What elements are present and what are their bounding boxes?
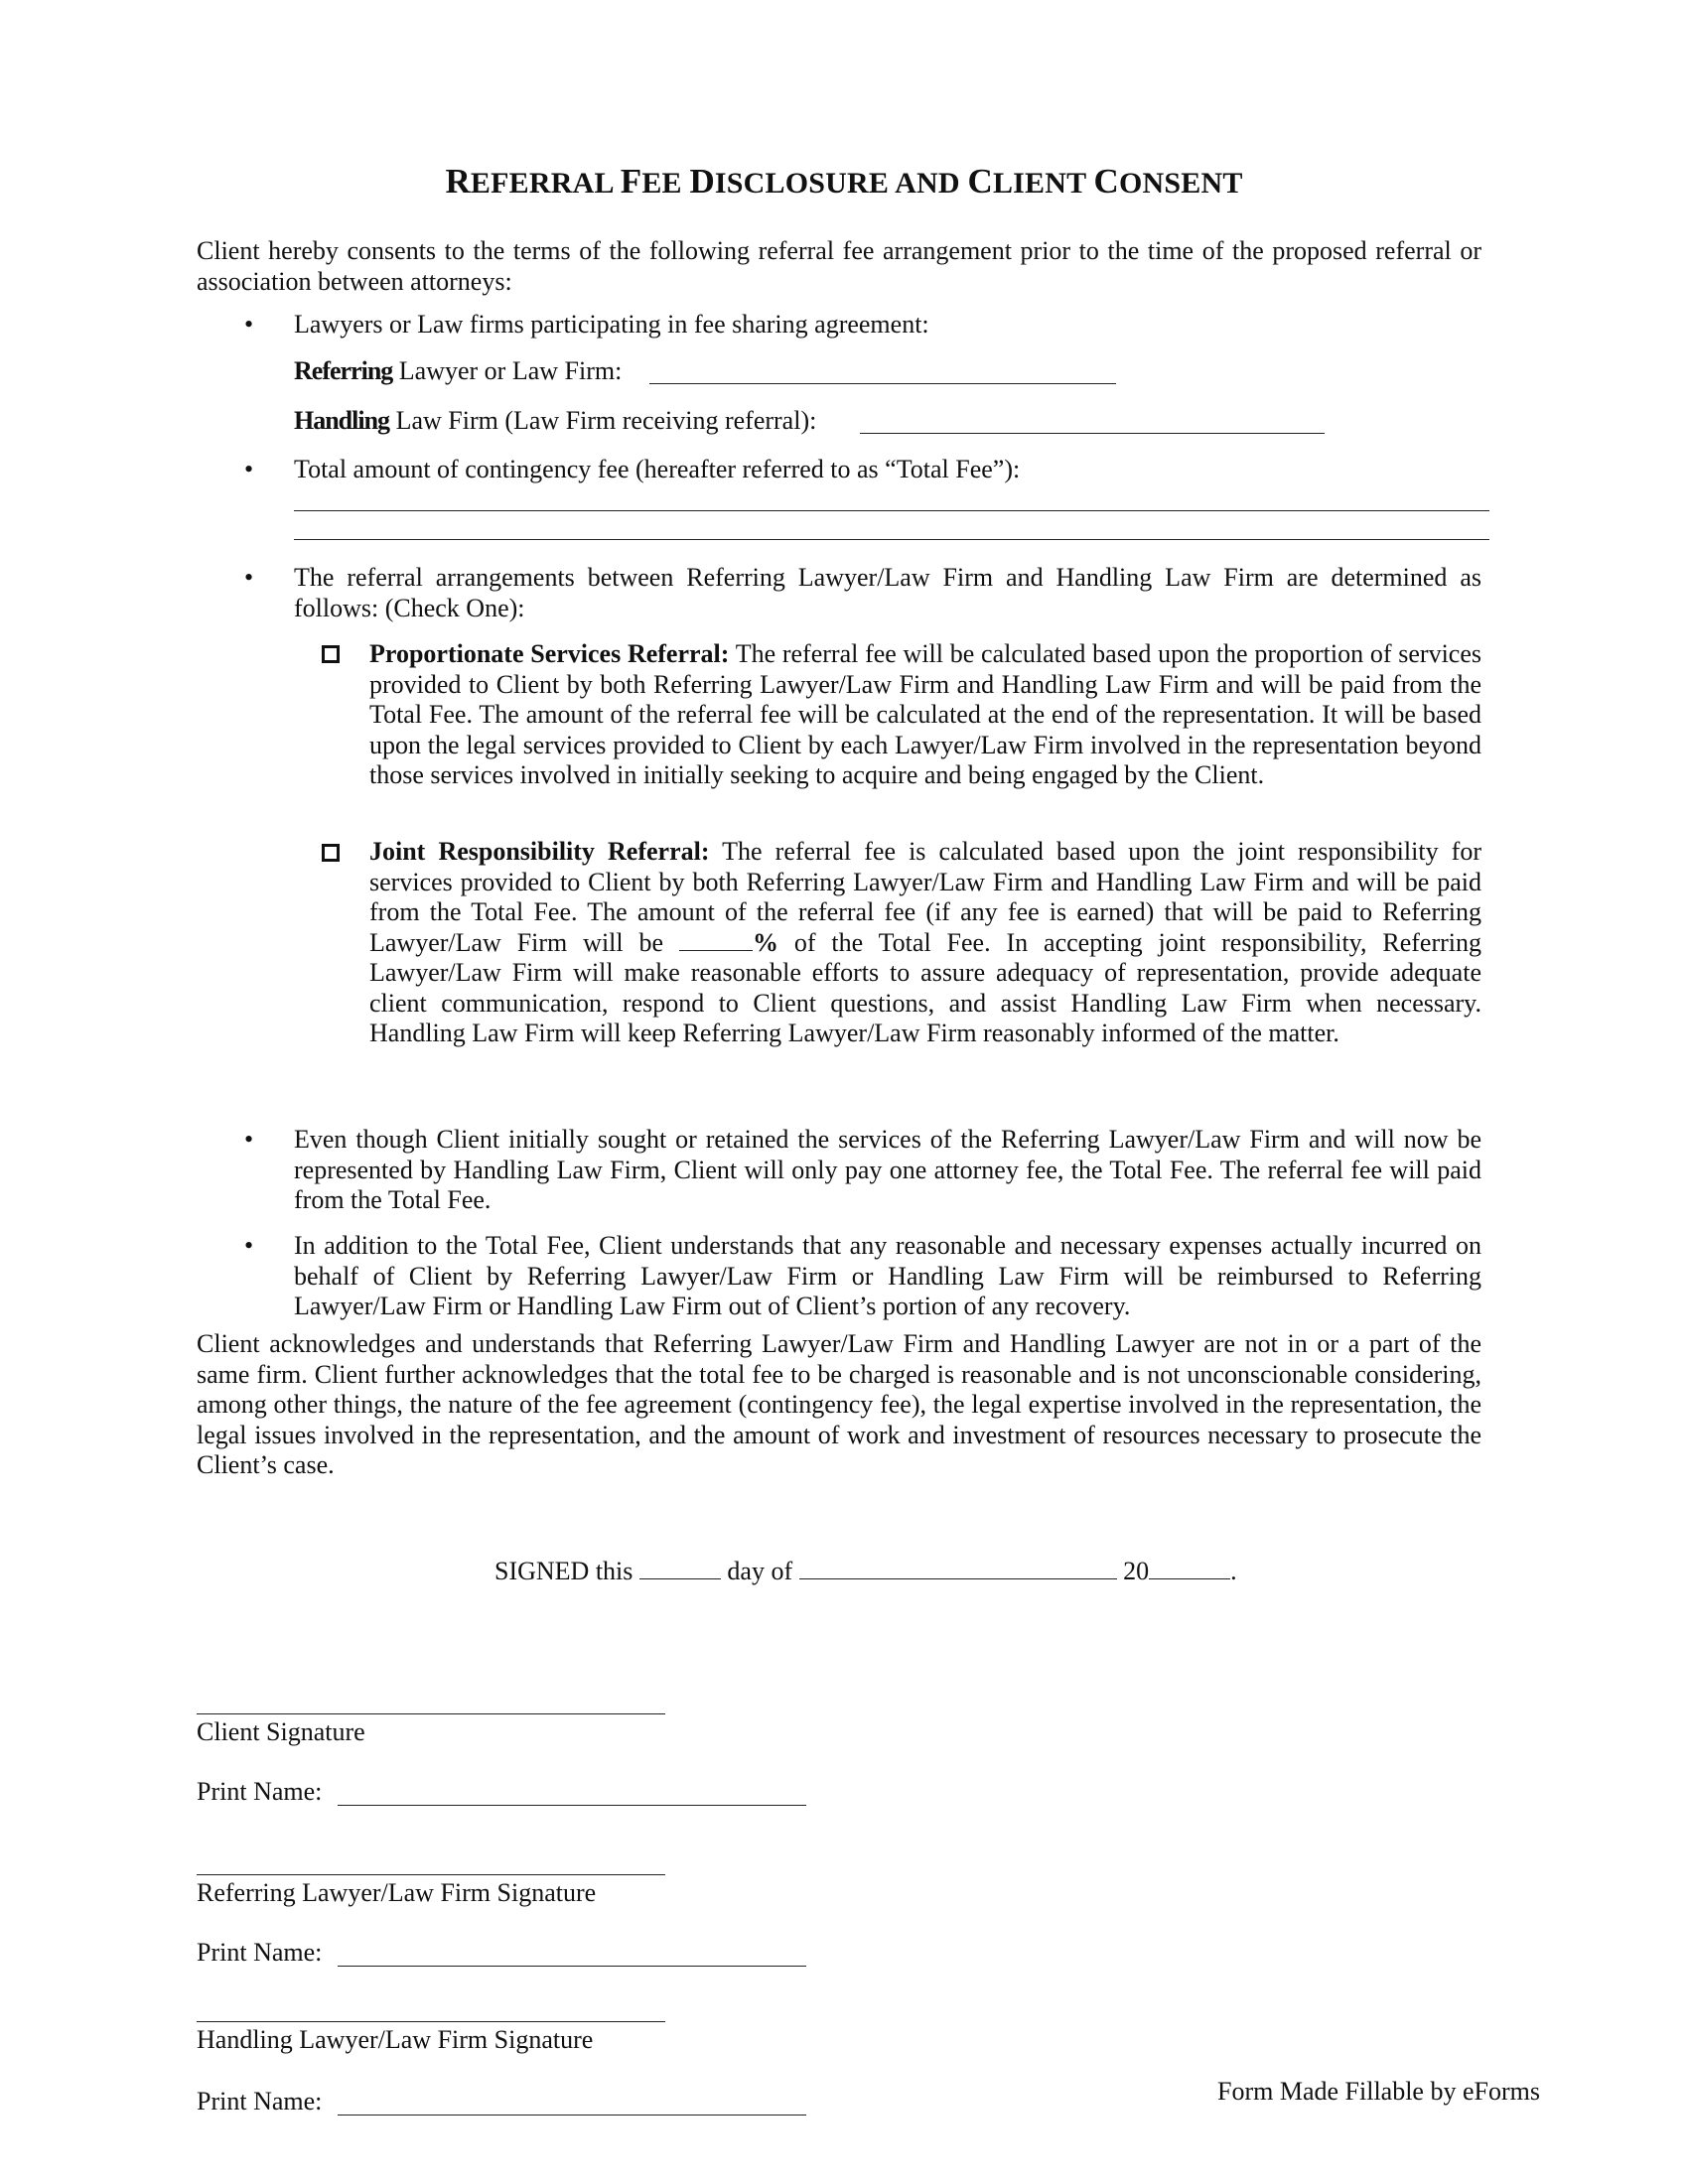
proportionate-referral-checkbox[interactable] — [322, 645, 340, 663]
handling-print-name-label: Print Name: — [197, 2087, 323, 2116]
client-print-name-field[interactable] — [338, 1805, 806, 1806]
total-fee-field-line-2[interactable] — [294, 539, 1489, 540]
bullet-dot: • — [244, 563, 254, 592]
joint-responsibility-checkbox[interactable] — [322, 844, 340, 862]
total-fee-field-line-1[interactable] — [294, 510, 1489, 511]
bullet-dot: • — [244, 455, 254, 483]
signed-month-field[interactable] — [799, 1557, 1117, 1579]
handling-print-name-field[interactable] — [338, 2115, 806, 2116]
one-fee-paragraph: Even though Client initially sought or retained the services of the Referring Lawyer/Law Firm and will now be represented by Handling Law Firm, Client will only pay one attorney fee, the Total Fee. The referral fee will paid from the Total Fee. — [294, 1125, 1481, 1214]
client-signature-field[interactable] — [197, 1713, 665, 1714]
joint-responsibility-option: Joint Responsibility Referral: The referral fee is calculated based upon the joint responsibility for services provided to Client by both Referring Lawyer/Law Firm and Handling Law Firm and will be paid from the Total Fee. The amount of the referral fee (if any fee is earned) that will be paid to Referring Lawyer/Law Firm will be % of the Total Fee. In accepting joint responsibility, Referring Lawyer/Law Firm will make reasonable efforts to assure adequacy of representation, provide adequate client communication, respond to Client questions, and assist Handling Law Firm when necessary. Handling Law Firm will keep Referring Lawyer/Law Firm reasonably informed of the matter. — [369, 837, 1482, 1047]
signed-day-field[interactable] — [639, 1557, 721, 1579]
referring-firm-label: Referring Lawyer or Law Firm: — [294, 356, 623, 385]
acknowledgement-paragraph: Client acknowledges and understands that Referring Lawyer/Law Firm and Handling Lawyer are not in or a part of the same firm. Client further acknowledges that the total fee to be charged is reasonable and is not unconscionable considering, among other things, the nature of the fee agreement (contingency fee), the legal expertise involved in the representation, the legal issues involved in the representation, and the amount of work and investment of resources necessary to prosecute the Client’s case. — [197, 1329, 1481, 1479]
bullet-dot: • — [244, 310, 254, 339]
referring-signature-field[interactable] — [197, 1874, 665, 1875]
bullet-dot: • — [244, 1125, 254, 1154]
handling-firm-label: Handling Law Firm (Law Firm receiving referral): — [294, 406, 817, 435]
client-signature-label: Client Signature — [197, 1717, 365, 1746]
handling-signature-label: Handling Lawyer/Law Firm Signature — [197, 2025, 594, 2054]
handling-firm-field[interactable] — [860, 433, 1325, 434]
referring-print-name-field[interactable] — [338, 1966, 806, 1967]
intro-paragraph: Client hereby consents to the terms of the following referral fee arrangement prior to the time of the proposed referral or association between attorneys: — [197, 236, 1481, 296]
referral-percent-field[interactable] — [679, 928, 753, 951]
eforms-footer: Form Made Fillable by eForms — [1217, 2077, 1540, 2106]
handling-signature-field[interactable] — [197, 2021, 665, 2022]
arrangement-paragraph: The referral arrangements between Referring Lawyer/Law Firm and Handling Law Firm are determined as follows: (Check One): — [294, 563, 1481, 622]
total-fee-label: Total amount of contingency fee (hereafter referred to as “Total Fee”): — [294, 455, 1021, 483]
referring-print-name-label: Print Name: — [197, 1938, 323, 1967]
client-print-name-label: Print Name: — [197, 1777, 323, 1806]
participants-heading: Lawyers or Law firms participating in fee sharing agreement: — [294, 310, 929, 339]
document-title: REFERRAL FEE DISCLOSURE AND CLIENT CONSENT — [445, 162, 1243, 201]
referring-firm-field[interactable] — [649, 383, 1116, 384]
expenses-paragraph: In addition to the Total Fee, Client understands that any reasonable and necessary expenses actually incurred on behalf of Client by Referring Lawyer/Law Firm or Handling Law Firm will be reimbursed to Referring Lawyer/Law Firm or Handling Law Firm out of Client’s portion of any recovery. — [294, 1231, 1481, 1320]
signed-date-line: SIGNED this day of 20 . — [494, 1557, 1237, 1585]
referring-signature-label: Referring Lawyer/Law Firm Signature — [197, 1878, 597, 1907]
bullet-dot: • — [244, 1231, 254, 1260]
signed-year-field[interactable] — [1149, 1557, 1230, 1579]
proportionate-referral-option: Proportionate Services Referral: The referral fee will be calculated based upon the proportion of services provided to Client by both Referring Lawyer/Law Firm and Handling Law Firm and will be paid from the Total Fee. The amount of the referral fee will be calculated at the end of the representation. It will be based upon the legal services provided to Client by each Lawyer/Law Firm involved in the representation beyond those services involved in initially seeking to acquire and being engaged by the Client. — [369, 639, 1481, 789]
